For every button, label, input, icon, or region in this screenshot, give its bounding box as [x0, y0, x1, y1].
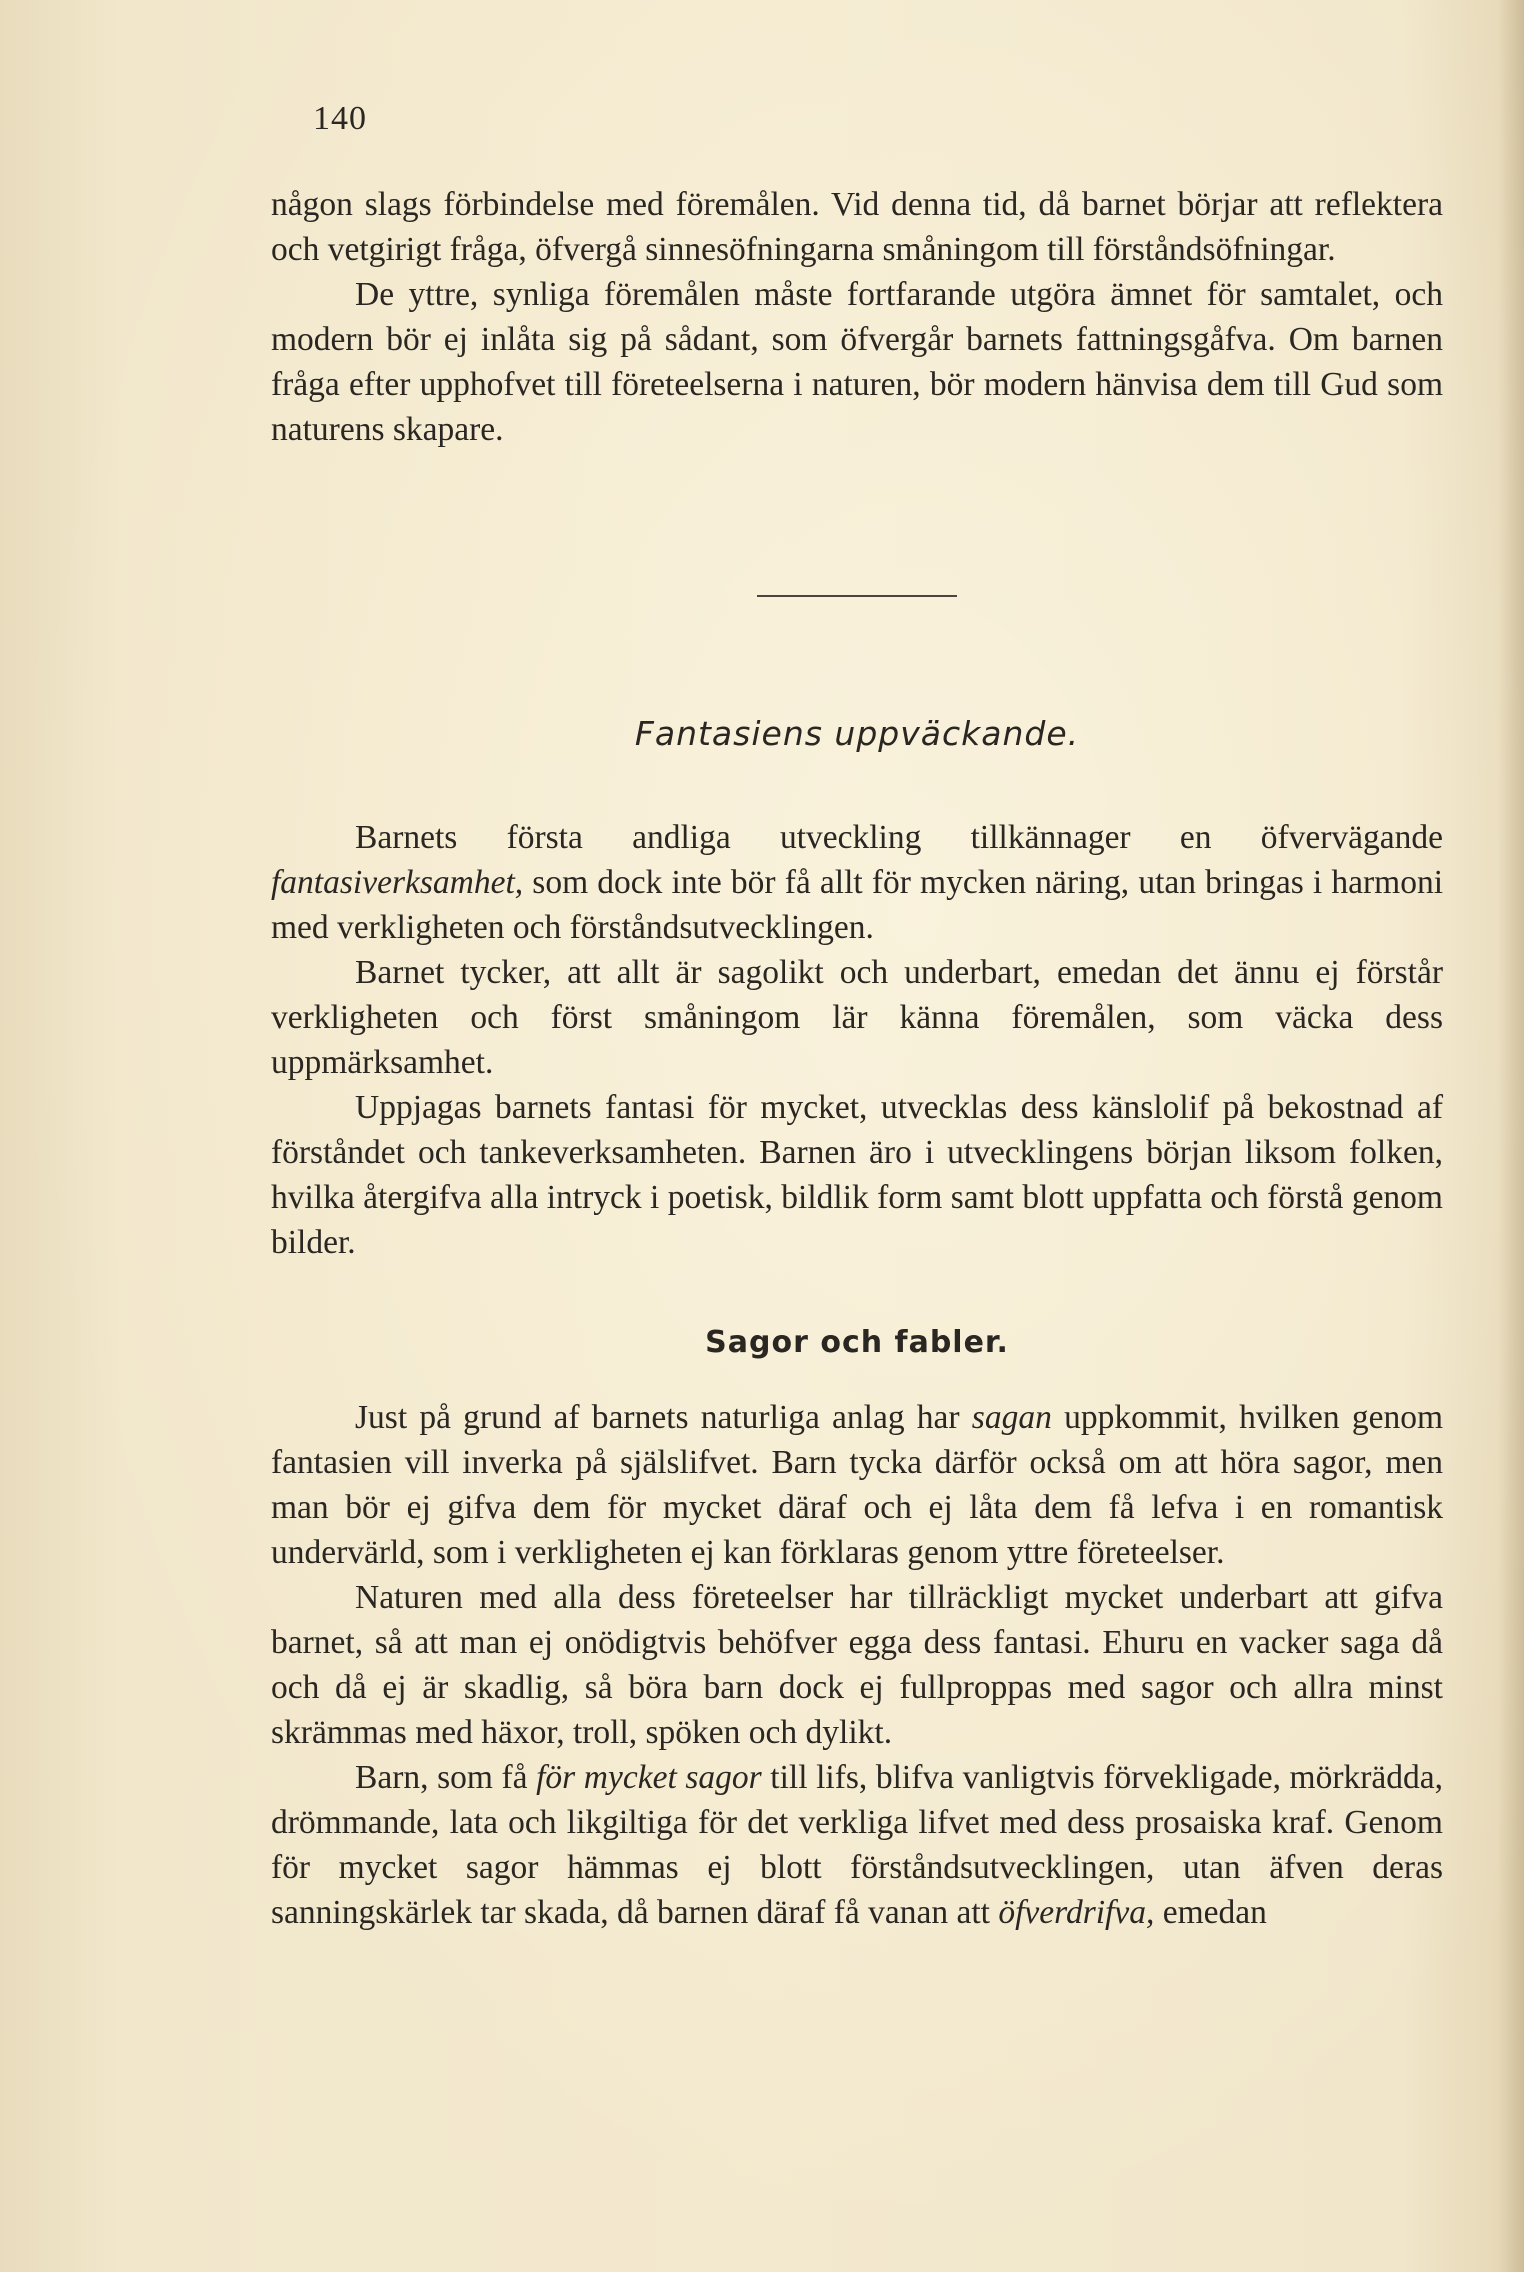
- text-run: Barn, som få: [355, 1759, 528, 1796]
- text-block-fantasi: [271, 815, 1443, 1265]
- section-heading-fantasi: Fantasiens uppväckande.: [634, 714, 1080, 753]
- text-run: Barnets första andliga utveckling tillkännager en öfvervägande: [355, 819, 1443, 856]
- paragraph: [271, 815, 1443, 950]
- paragraph: [271, 1755, 1443, 1935]
- paragraph: Barnet tycker, att allt är sagolikt och underbart, emedan det ännu ej förstår verkligheten och först småningom lär känna föremålen, som väcka dess uppmärksamhet.: [271, 954, 1443, 1081]
- text-block-sagor: [271, 1395, 1443, 1935]
- paragraph: De yttre, synliga föremålen måste fortfarande utgöra ämnet för samtalet, och modern bör ej inlåta sig på sådant, som öfvergår barnets fattningsgåfva. Om barnen fråga efter upphofvet till företeelserna i naturen, bör modern hänvisa dem till Gud som naturens skapare.: [271, 276, 1443, 448]
- emphasis-text: öfverdrifva,: [998, 1894, 1155, 1931]
- section-divider-rule: [757, 595, 957, 597]
- text-block-intro: [271, 182, 1443, 452]
- page-edge-shadow: [1498, 0, 1524, 2272]
- text-run: som dock inte bör få allt för mycken näring, utan bringas i harmoni med verkligheten och förståndsutvecklingen.: [271, 864, 1444, 946]
- paragraph: [271, 1395, 1443, 1575]
- paragraph: någon slags förbindelse med föremålen. Vid denna tid, då barnet börjar att reflektera och vetgirigt fråga, öfvergå sinnesöfningarna småningom till förståndsöfningar.: [271, 186, 1443, 268]
- text-run: Just på grund af barnets naturliga anlag har: [355, 1399, 960, 1436]
- text-run: uppkommit, hvilken genom fantasien vill inverka på själslifvet. Barn tycka därför också om att höra sagor, men man bör ej gifva dem för mycket däraf och ej låta dem få lefva i en romantisk undervärld, som i verkligheten ej kan förklaras genom yttre företeelser.: [271, 1399, 1444, 1571]
- paragraph: Uppjagas barnets fantasi för mycket, utvecklas dess känslolif på bekostnad af förståndet och tankeverksamheten. Barnen äro i utvecklingens början liksom folken, hvilka återgifva alla intryck i poetisk, bildlik form samt blott uppfatta och förstå genom bilder.: [271, 1089, 1443, 1261]
- page-number: 140: [313, 100, 367, 137]
- emphasis-text: fantasiverksamhet,: [271, 864, 524, 901]
- text-run: emedan: [1162, 1894, 1267, 1931]
- text-run: till lifs, blifva vanligtvis förvekligade, mörkrädda, drömmande, lata och likgiltiga för det verkliga lifvet med dess prosaiska kraf. Genom för mycket sagor hämmas ej blott förståndsutvecklingen, utan äfven deras sanningskärlek tar skada, då barnen däraf få vanan att: [271, 1759, 1444, 1931]
- section-heading-sagor: Sagor och fabler.: [705, 1325, 1009, 1360]
- paragraph: Naturen med alla dess företeelser har tillräckligt mycket underbart att gifva barnet, så att man ej onödigtvis behöfver egga dess fantasi. Ehuru en vacker saga då och då ej är skadlig, så böra barn dock ej fullproppas med sagor och allra minst skrämmas med häxor, troll, spöken och dylikt.: [271, 1579, 1443, 1751]
- emphasis-text: för mycket sagor: [536, 1759, 762, 1796]
- emphasis-text: sagan: [971, 1399, 1052, 1436]
